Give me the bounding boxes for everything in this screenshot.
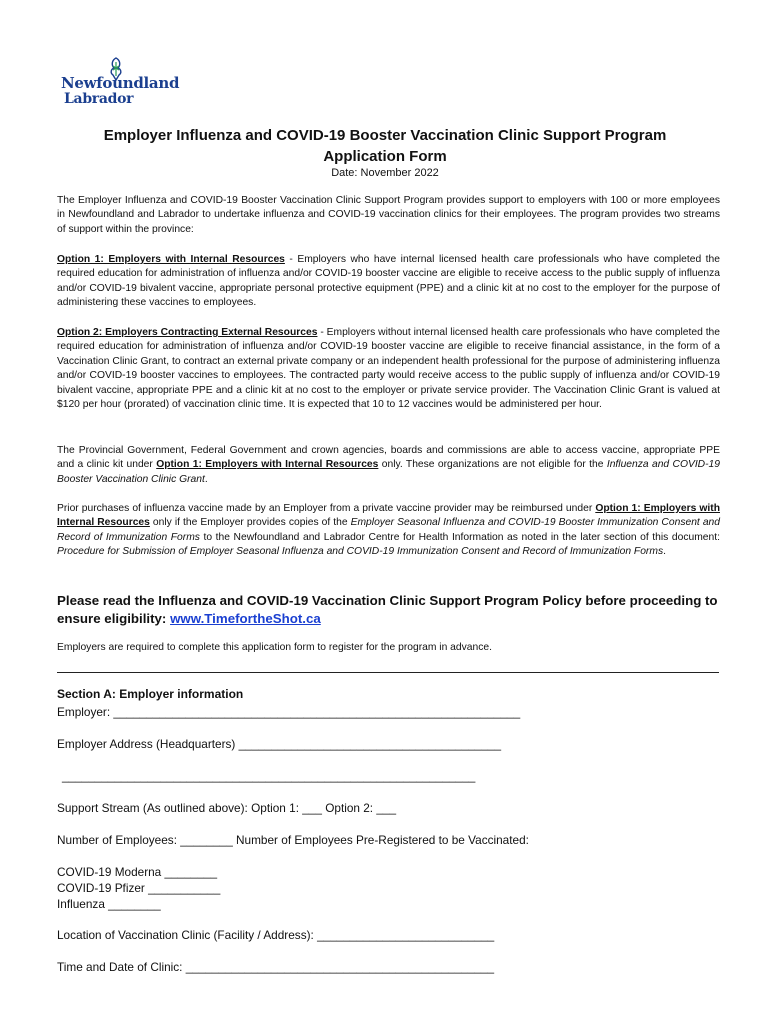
moderna-count-field[interactable]: COVID-19 Moderna ________ [57,865,218,879]
prior-procedure-name: Procedure for Submission of Employer Seasonal Influenza and COVID-19 Immunization Consent and Record of Immunization Forms [57,546,664,558]
employer-address-line2-field[interactable]: _______________________________________________________________ [62,769,476,783]
employer-field[interactable]: Employer: ______________________________________________________________ [57,705,521,719]
prior-option1-label: Option 1: Employers with Internal Resources [57,503,720,529]
required-note: Employers are required to complete this application form to register for the program in advance. [57,642,492,653]
option2-paragraph [57,326,720,412]
option2-text: - Employers without internal licensed health care professionals who have completed the required education for administration of influenza and/or COVID-19 booster vaccine are eligible to receive financial assistance, in the form of a Vaccination Clinic Grant, to contract an external private company or an independent health professional for the purpose of administering influenza and/or COVID-19 booster vaccines to employees. The contracted party would receive access to the public supply of influenza and/or COVID-19 bivalent vaccine, appropriate PPE and a clinic kit at no cost to the employer or private service provider. The Vaccination Clinic Grant is valued at $120 per hour (prorated) of vaccination clinic time. It is expected that 10 to 12 vaccines would be administered per hour. [57,327,721,411]
title-line-2: Application Form [323,148,447,165]
employer-address-field[interactable]: Employer Address (Headquarters) ________________________________________ [57,737,502,751]
support-stream-field[interactable]: Support Stream (As outlined above): Option 1: ___ Option 2: ___ [57,801,397,815]
option1-paragraph [57,253,720,311]
prior-forms-name: Employer Seasonal Influenza and COVID-19 Booster Immunization Consent and Record of Immunization Forms [57,517,720,543]
option1-text: - Employers who have internal licensed health care professionals who have completed the required education for administration of influenza and/or COVID-19 booster vaccine are eligible to receive access to the public supply of influenza and/or COVID-19 bivalent vaccine, appropriate personal protective equipment (PPE) and a clinic kit at no cost to the employer for the purpose of administering these vaccines to employees. [57,254,720,309]
prior-text-4: . [663,546,666,558]
government-paragraph [57,444,720,487]
pfizer-count-field[interactable]: COVID-19 Pfizer ___________ [57,881,221,895]
prior-text-1: Prior purchases of influenza vaccine made by an Employer from a private vaccine provider may be reimbursed under [57,503,596,514]
gov-option1-label: Option 1: Employers with Internal Resources [156,459,379,471]
employees-count-field[interactable]: Number of Employees: ________ Number of Employees Pre-Registered to be Vaccinated: [57,833,529,847]
policy-text: Please read the Influenza and COVID-19 Vaccination Clinic Support Program Policy before proceeding to ensure eligibility: [57,593,718,626]
prior-text-3: to the Newfoundland and Labrador Centre for Health Information as noted in the later section of this document: [199,531,720,543]
prior-text-2: only if the Employer provides copies of the [149,517,351,529]
clinic-time-date-field[interactable]: Time and Date of Clinic: _______________________________________________ [57,960,495,974]
option1-label: Option 1: Employers with Internal Resources [57,254,285,265]
timefortheshot-link[interactable]: www.TimefortheShot.ca [170,611,321,626]
document-date: Date: November 2022 [331,167,439,179]
option2-label: Option 2: Employers Contracting External Resources [57,327,318,338]
gov-grant-name: Influenza and COVID-19 Booster Vaccination Clinic Grant [57,459,720,485]
newfoundland-labrador-logo [56,56,180,112]
policy-notice [57,592,737,628]
prior-purchases-paragraph [57,502,720,560]
clinic-location-field[interactable]: Location of Vaccination Clinic (Facility / Address): ___________________________ [57,928,495,942]
influenza-count-field[interactable]: Influenza ________ [57,897,161,911]
section-divider [57,672,719,673]
title-line-1: Employer Influenza and COVID-19 Booster Vaccination Clinic Support Program [103,127,667,144]
page-title [40,125,730,167]
gov-text-3: . [204,473,208,485]
logo-text-labrador: Labrador [64,91,134,107]
gov-text-1: The Provincial Government, Federal Government and crown agencies, boards and commissions are able to access vaccine, appropriate PPE and a clinic kit under [57,445,720,471]
logo-text-newfoundland: Newfoundland [61,74,180,92]
intro-paragraph: The Employer Influenza and COVID-19 Booster Vaccination Clinic Support Program provides support to employers with 100 or more employees in Newfoundland and Labrador to undertake influenza and COVID-19 vaccination clinics for their employees. The program provides two streams of support within the province: [57,195,720,235]
section-a-title: Section A: Employer information [57,687,244,701]
gov-text-2: only. These organizations are not eligible for the [378,459,607,471]
